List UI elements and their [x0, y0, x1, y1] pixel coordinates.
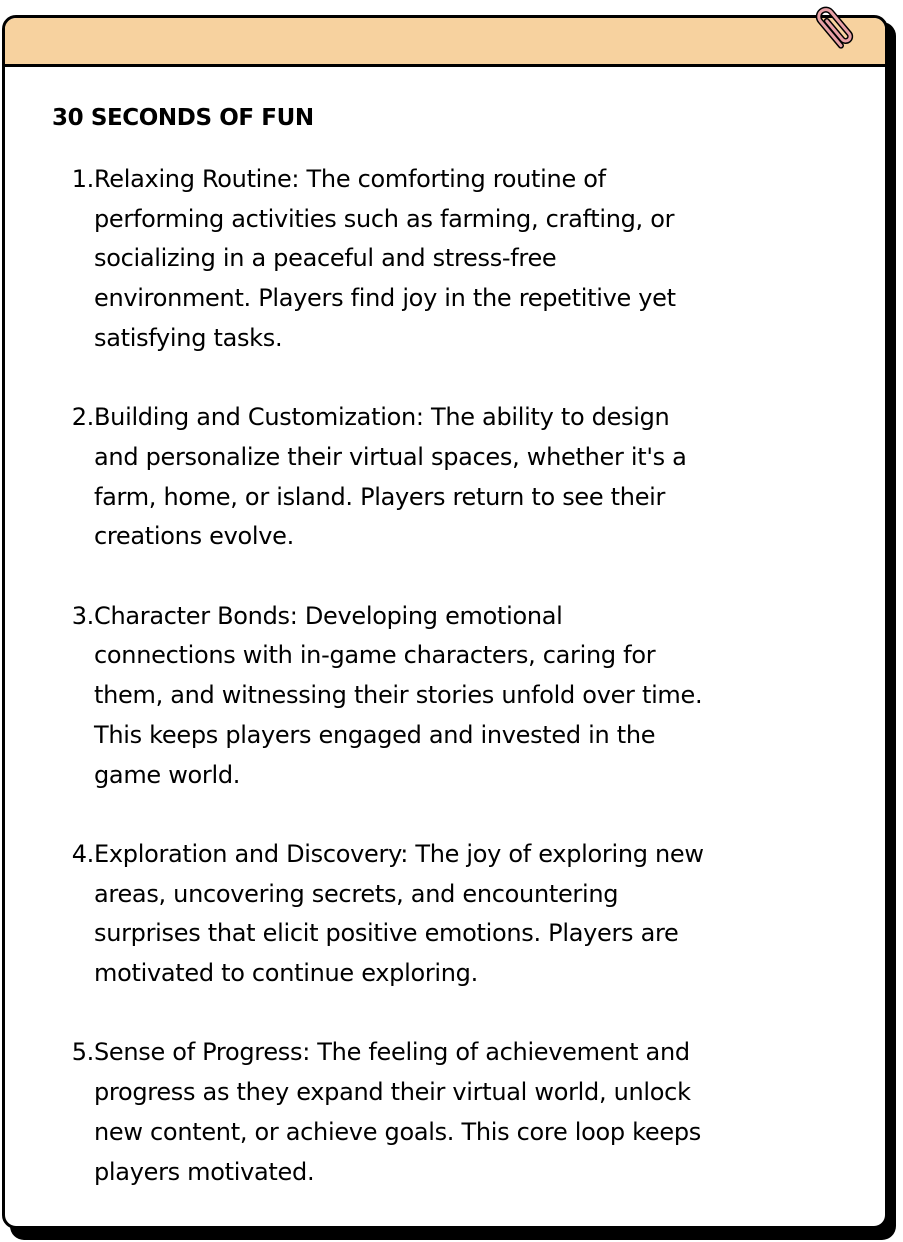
list-item-number: 3.: [71, 601, 94, 630]
card-header: [5, 18, 885, 67]
list-item-text: Building and Customization: The ability to design and personalize their virtual spaces, whether it's a farm, home, or island. Players return to see their creations evolve.: [94, 403, 687, 551]
list-item-text: Sense of Progress: The feeling of achievement and progress as they expand their virtual world, unlock new content, or achieve goals. This core loop keeps players motivated.: [94, 1038, 701, 1186]
list-item: [52, 160, 842, 359]
list-item-number: 2.: [71, 403, 94, 432]
list-item: [52, 398, 842, 557]
list-item: [52, 597, 842, 796]
list-item-text: Character Bonds: Developing emotional connections with in-game characters, caring for them, and witnessing their stories unfold over time. This keeps players engaged and invested in the game world.: [94, 601, 703, 789]
list-item: [52, 1033, 842, 1192]
paperclip-icon: [804, 0, 864, 56]
list-item-number: 5.: [71, 1038, 94, 1067]
card-title: 30 SECONDS OF FUN: [52, 105, 314, 131]
list-item-text: Relaxing Routine: The comforting routine of performing activities such as farming, crafting, or socializing in a peaceful and stress-free environment. Players find joy in the repetitive yet satisfying tasks.: [94, 165, 676, 352]
list-item-number: 1.: [71, 165, 94, 193]
list-item-text: Exploration and Discovery: The joy of exploring new areas, uncovering secrets, and encountering surprises that elicit positive emotions. Players are motivated to continue exploring.: [94, 839, 704, 988]
fun-list: [52, 160, 842, 1232]
list-item-number: 4.: [71, 839, 94, 868]
list-item: [52, 835, 842, 994]
